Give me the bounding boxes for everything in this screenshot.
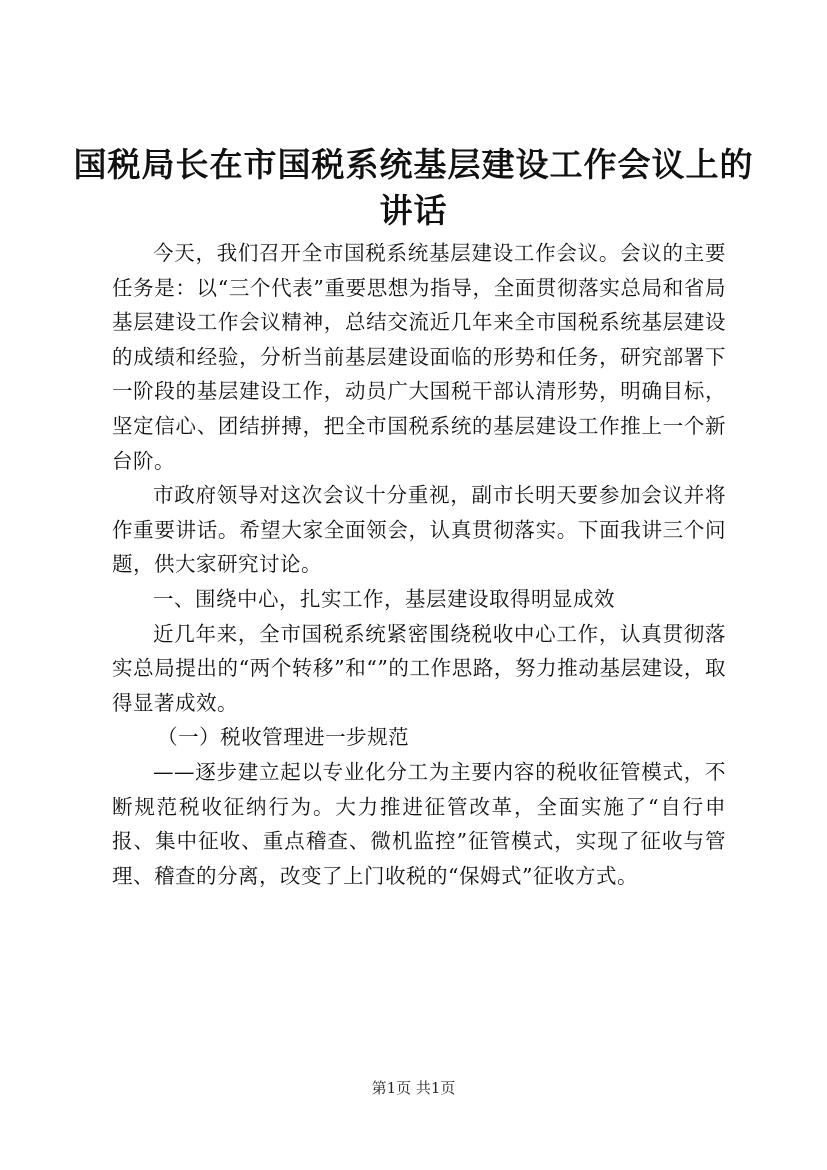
section-heading-1: 一、围绕中心，扎实工作，基层建设取得明显成效 bbox=[153, 586, 615, 611]
subsection-heading-1: （一）税收管理进一步规范 bbox=[157, 725, 410, 750]
document-body bbox=[112, 236, 726, 893]
document-title bbox=[60, 142, 767, 234]
title-line-2: 讲话 bbox=[379, 191, 448, 230]
paragraph-tax-management: ——逐步建立起以专业化分工为主要内容的税收征管模式，不断规范税收征纳行为。大力推进征管改革，全面实施了“自行申报、集中征收、重点稽查、微机监控”征管模式，实现了征收与管理、稽查的分离，改变了上门收税的“保姆式”征收方式。 bbox=[112, 759, 726, 888]
paragraph-achievements: 近几年来，全市国税系统紧密围绕税收中心工作，认真贯彻落实总局提出的“两个转移”和“”的工作思路，努力推动基层建设，取得显著成效。 bbox=[112, 621, 726, 715]
paragraph-leaders: 市政府领导对这次会议十分重视，副市长明天要参加会议并将作重要讲话。希望大家全面领会，认真贯彻落实。下面我讲三个问题，供大家研究讨论。 bbox=[112, 483, 726, 577]
paragraph-intro: 今天，我们召开全市国税系统基层建设工作会议。会议的主要任务是：以“三个代表”重要思想为指导，全面贯彻落实总局和省局基层建设工作会议精神，总结交流近几年来全市国税系统基层建设的成绩和经验，分析当前基层建设面临的形势和任务，研究部署下一阶段的基层建设工作，动员广大国税干部认清形势，明确目标，坚定信心、团结拼搏，把全市国税系统的基层建设工作推上一个新台阶。 bbox=[112, 241, 726, 473]
page-footer: 第1页 共1页 bbox=[371, 1079, 456, 1097]
title-line-1: 国税局长在市国税系统基层建设工作会议上的 bbox=[73, 145, 754, 184]
